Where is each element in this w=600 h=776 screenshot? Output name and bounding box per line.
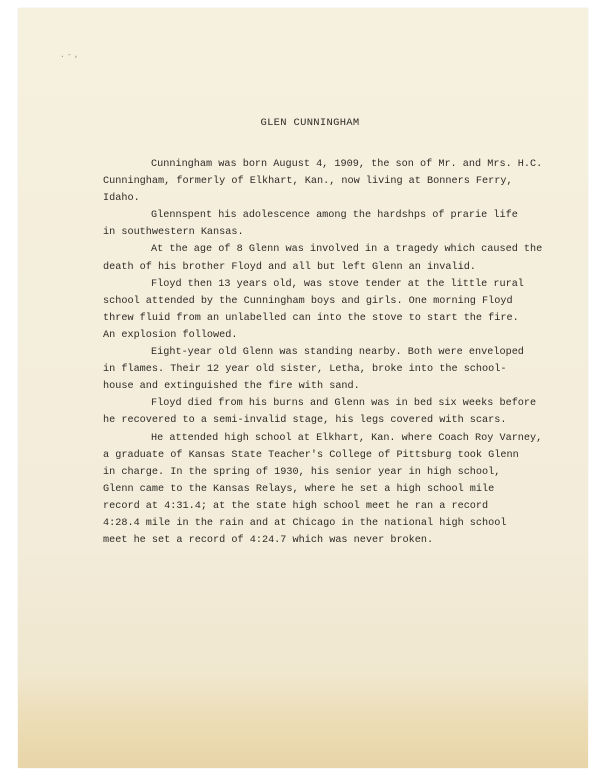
text-line: Idaho.: [103, 193, 140, 205]
text-line: a graduate of Kansas State Teacher's College of Pittsburg took Glenn: [103, 449, 519, 461]
text-line: he recovered to a semi-invalid stage, his legs covered with scars.: [103, 415, 507, 427]
text-line: Cunningham was born August 4, 1909, the son of Mr. and Mrs. H.C.: [151, 159, 543, 170]
text-line: 4:28.4 mile in the rain and at Chicago in the national high school: [103, 517, 507, 529]
paragraph: [103, 276, 523, 344]
document-body: [103, 156, 543, 549]
text-line: in southwestern Kansas.: [103, 227, 244, 239]
paragraph: [103, 344, 523, 395]
text-line: in flames. Their 12 year old sister, Letha, broke into the school-: [103, 364, 507, 376]
text-line: Eight-year old Glenn was standing nearby. Both were enveloped: [151, 347, 524, 359]
text-line: record at 4:31.4; at the state high school meet he ran a record: [103, 500, 489, 512]
paragraph: [103, 241, 543, 275]
document-title: GLEN CUNNINGHAM: [260, 117, 360, 129]
paragraph: [103, 156, 543, 207]
text-line: Floyd died from his burns and Glenn was in bed six weeks before: [151, 398, 537, 410]
paragraph: [103, 395, 537, 429]
text-line: house and extinguished the fire with sand.: [103, 381, 360, 393]
text-line: He attended high school at Elkhart, Kan. where Coach Roy Varney,: [151, 432, 543, 444]
paragraph: [103, 207, 523, 241]
text-line: Cunningham, formerly of Elkhart, Kan., now living at Bonners Ferry,: [103, 176, 513, 188]
margin-marks: .-,: [60, 50, 81, 59]
text-line: Glenn came to the Kansas Relays, where he set a high school mile: [103, 483, 495, 495]
text-line: Glennspent his adolescence among the hardshps of prarie life: [151, 210, 518, 222]
paragraph: [103, 430, 543, 550]
text-line: school attended by the Cunningham boys and girls. One morning Floyd: [103, 295, 513, 307]
text-line: death of his brother Floyd and all but left Glenn an invalid.: [103, 261, 476, 273]
text-line: Floyd then 13 years old, was stove tender at the little rural: [151, 278, 524, 290]
document-page: [18, 8, 588, 768]
page-discoloration: [18, 676, 588, 768]
text-line: threw fluid from an unlabelled can into the stove to start the fire.: [103, 312, 519, 324]
text-line: meet he set a record of 4:24.7 which was never broken.: [103, 535, 434, 547]
text-line: in charge. In the spring of 1930, his senior year in high school,: [103, 466, 501, 478]
text-line: An explosion followed.: [103, 329, 238, 341]
text-line: At the age of 8 Glenn was involved in a tragedy which caused the: [151, 244, 543, 256]
